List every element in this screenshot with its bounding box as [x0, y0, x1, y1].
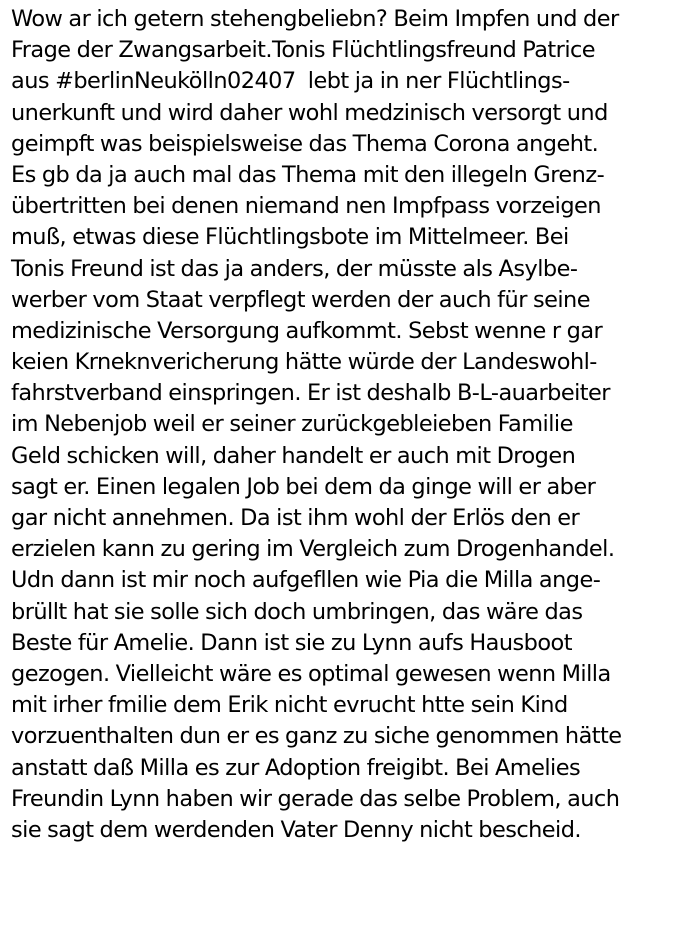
- text-line-4: unerkunft und wird daher wohl medzinisch versorgt und: [11, 99, 608, 126]
- text-line-23: mit irher fmilie dem Erik nicht evrucht htte sein Kind: [11, 692, 568, 719]
- text-line-7: übertritten bei denen niemand nen Impfpass vorzeigen: [11, 193, 601, 220]
- text-line-20: brüllt hat sie solle sich doch umbringen, das wäre das: [11, 598, 583, 625]
- text-line-26: Freundin Lynn haben wir gerade das selbe Problem, auch: [11, 785, 620, 812]
- text-line-21: Beste für Amelie. Dann ist sie zu Lynn aufs Hausboot: [11, 629, 572, 656]
- text-line-17: gar nicht annehmen. Da ist ihm wohl der Erlös den er: [11, 505, 580, 531]
- text-line-18: erzielen kann zu gering im Vergleich zum Drogenhandel.: [11, 536, 615, 563]
- text-line-10: werber vom Staat verpflegt werden der auch für seine: [11, 286, 590, 313]
- text-line-2: Frage der Zwangsarbeit.Tonis Flüchtlingsfreund Patrice: [11, 37, 596, 64]
- text-line-14: im Nebenjob weil er seiner zurückgebleieben Familie: [11, 411, 573, 438]
- text-line-19: Udn dann ist mir noch aufgefllen wie Pia die Milla ange-: [11, 567, 601, 594]
- text-line-1: Wow ar ich getern stehengbeliebn? Beim Impfen und der: [11, 6, 619, 32]
- text-line-22: gezogen. Vielleicht wäre es optimal gewesen wenn Milla: [11, 660, 611, 687]
- text-line-3: aus #berlinNeukölln02407 lebt ja in ner Flüchtlings-: [11, 68, 570, 95]
- text-line-12: keien Krneknvericherung hätte würde der Landeswohl-: [11, 349, 597, 376]
- text-line-8: muß, etwas diese Flüchtlingsbote im Mittelmeer. Bei: [11, 224, 569, 251]
- text-line-27: sie sagt dem werdenden Vater Denny nicht bescheid.: [11, 816, 582, 843]
- text-line-25: anstatt daß Milla es zur Adoption freigibt. Bei Amelies: [11, 754, 581, 781]
- text-line-16: sagt er. Einen legalen Job bei dem da ginge will er aber: [11, 473, 596, 500]
- text-line-15: Geld schicken will, daher handelt er auch mit Drogen: [11, 442, 576, 469]
- text-line-24: vorzuenthalten dun er es ganz zu siche genommen hätte: [11, 723, 622, 750]
- text-line-5: geimpft was beispielsweise das Thema Corona angeht.: [11, 130, 599, 157]
- body-text: [11, 4, 684, 846]
- text-line-6: Es gb da ja auch mal das Thema mit den illegeln Grenz-: [11, 161, 605, 188]
- text-line-9: Tonis Freund ist das ja anders, der müsste als Asylbe-: [11, 255, 578, 282]
- text-line-13: fahrstverband einspringen. Er ist deshalb B-L-auarbeiter: [11, 380, 610, 407]
- text-line-11: medizinische Versorgung aufkommt. Sebst wenne r gar: [11, 317, 603, 344]
